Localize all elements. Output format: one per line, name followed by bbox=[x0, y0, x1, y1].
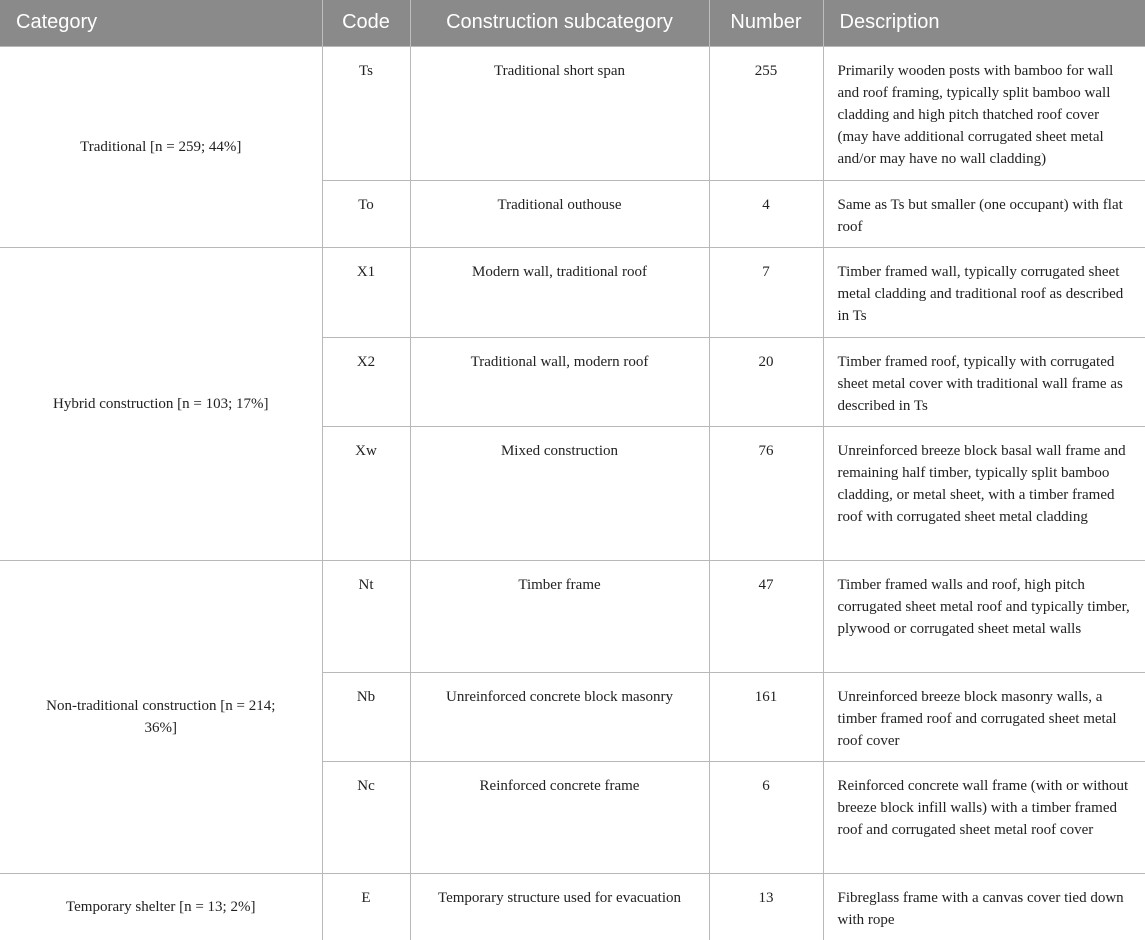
header-category: Category bbox=[0, 0, 322, 46]
header-code: Code bbox=[322, 0, 410, 46]
code-cell: Xw bbox=[322, 426, 410, 560]
description-cell: Reinforced concrete wall frame (with or without breeze block infill walls) with a timber framed roof and corrugated sheet metal roof cover bbox=[823, 761, 1145, 873]
description-cell: Timber framed roof, typically with corrugated sheet metal cover with traditional wall frame as described in Ts bbox=[823, 337, 1145, 426]
category-cell: Hybrid construction [n = 103; 17%] bbox=[0, 247, 322, 560]
number-cell: 7 bbox=[709, 247, 823, 337]
number-cell: 47 bbox=[709, 560, 823, 672]
table-row bbox=[0, 873, 1145, 940]
subcategory-cell: Traditional wall, modern roof bbox=[410, 337, 709, 426]
header-subcategory: Construction subcategory bbox=[410, 0, 709, 46]
description-cell: Unreinforced breeze block masonry walls, a timber framed roof and corrugated sheet metal roof cover bbox=[823, 672, 1145, 761]
number-cell: 76 bbox=[709, 426, 823, 560]
category-cell: Temporary shelter [n = 13; 2%] bbox=[0, 873, 322, 940]
subcategory-cell: Temporary structure used for evacuation bbox=[410, 873, 709, 940]
code-cell: Ts bbox=[322, 46, 410, 180]
description-cell: Same as Ts but smaller (one occupant) with flat roof bbox=[823, 180, 1145, 247]
subcategory-cell: Mixed construction bbox=[410, 426, 709, 560]
description-cell: Timber framed walls and roof, high pitch corrugated sheet metal roof and typically timber, plywood or corrugated sheet metal walls bbox=[823, 560, 1145, 672]
subcategory-cell: Traditional outhouse bbox=[410, 180, 709, 247]
code-cell: X1 bbox=[322, 247, 410, 337]
table-row bbox=[0, 247, 1145, 337]
number-cell: 13 bbox=[709, 873, 823, 940]
description-cell: Fibreglass frame with a canvas cover tied down with rope bbox=[823, 873, 1145, 940]
table-row bbox=[0, 46, 1145, 180]
subcategory-cell: Modern wall, traditional roof bbox=[410, 247, 709, 337]
code-cell: E bbox=[322, 873, 410, 940]
header-number: Number bbox=[709, 0, 823, 46]
number-cell: 20 bbox=[709, 337, 823, 426]
number-cell: 4 bbox=[709, 180, 823, 247]
code-cell: Nt bbox=[322, 560, 410, 672]
subcategory-cell: Reinforced concrete frame bbox=[410, 761, 709, 873]
code-cell: To bbox=[322, 180, 410, 247]
number-cell: 6 bbox=[709, 761, 823, 873]
table-row bbox=[0, 560, 1145, 672]
number-cell: 161 bbox=[709, 672, 823, 761]
description-cell: Primarily wooden posts with bamboo for wall and roof framing, typically split bamboo wall cladding and high pitch thatched roof cover (may have additional corrugated sheet metal and/or may have no wall cladding) bbox=[823, 46, 1145, 180]
category-cell: Traditional [n = 259; 44%] bbox=[0, 46, 322, 247]
code-cell: X2 bbox=[322, 337, 410, 426]
description-cell: Unreinforced breeze block basal wall frame and remaining half timber, typically split bamboo cladding, or metal sheet, with a timber framed roof with corrugated sheet metal cladding bbox=[823, 426, 1145, 560]
subcategory-cell: Timber frame bbox=[410, 560, 709, 672]
code-cell: Nc bbox=[322, 761, 410, 873]
description-cell: Timber framed wall, typically corrugated sheet metal cladding and traditional roof as described in Ts bbox=[823, 247, 1145, 337]
subcategory-cell: Traditional short span bbox=[410, 46, 709, 180]
subcategory-cell: Unreinforced concrete block masonry bbox=[410, 672, 709, 761]
code-cell: Nb bbox=[322, 672, 410, 761]
category-cell: Non-traditional construction [n = 214; 36%] bbox=[0, 560, 322, 873]
header-description: Description bbox=[823, 0, 1145, 46]
header-row bbox=[0, 0, 1145, 46]
number-cell: 255 bbox=[709, 46, 823, 180]
